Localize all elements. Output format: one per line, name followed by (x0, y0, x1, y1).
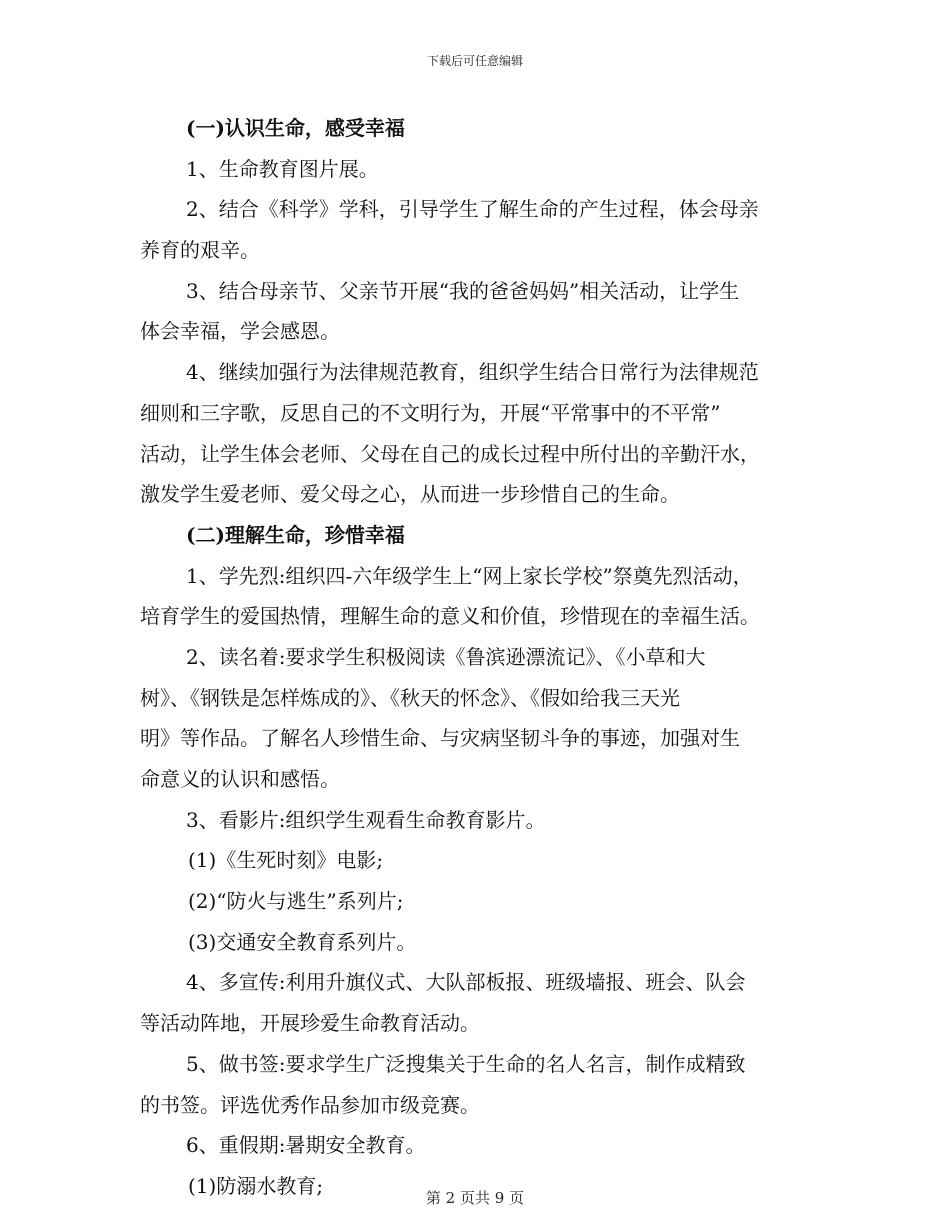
paragraph-line: 养育的艰辛。 (140, 238, 260, 263)
paragraph-line: 树》、《钢铁是怎样炼成的》、《秋天的怀念》、《假如给我三天光 (140, 685, 680, 710)
paragraph-line: 活动，让学生体会老师、父母在自己的成长过程中所付出的辛勤汗水， (140, 441, 760, 466)
paragraph-line: 5、做书签:要求学生广泛搜集关于生命的名人名言，制作成精致 (186, 1051, 746, 1076)
list-item: (1)防溺水教育; (188, 1173, 324, 1198)
paragraph-line: 2、读名着:要求学生积极阅读《鲁滨逊漂流记》、《小草和大 (186, 644, 706, 669)
paragraph-line: 6、重假期:暑期安全教育。 (186, 1133, 426, 1158)
page-header: 下载后可任意编辑 (426, 54, 523, 68)
paragraph-line: 1、学先烈:组织四-六年级学生上“网上家长学校”祭奠先烈活动， (186, 563, 753, 588)
section-heading-1: (一)认识生命，感受幸福 (186, 116, 405, 140)
section-heading-2: (二)理解生命，珍惜幸福 (186, 522, 405, 547)
paragraph-line: 明》等作品。了解名人珍惜生命、与灾病坚韧斗争的事迹，加强对生 (140, 726, 740, 751)
page-footer: 第 2 页共 9 页 (425, 1189, 525, 1207)
list-item: (3)交通安全教育系列片。 (188, 929, 417, 954)
paragraph-line: 等活动阵地，开展珍爱生命教育活动。 (140, 1011, 480, 1036)
document-body (140, 108, 820, 1207)
paragraph-line: 2、结合《科学》学科，引导学生了解生命的产生过程，体会母亲 (186, 197, 759, 222)
paragraph-line: 3、结合母亲节、父亲节开展“我的爸爸妈妈”相关活动，让学生 (186, 278, 740, 303)
paragraph-line: 体会幸福，学会感恩。 (140, 319, 340, 344)
list-item: (2)“防火与逃生”系列片; (188, 889, 404, 914)
paragraph-line: 1、生命教育图片展。 (186, 156, 379, 181)
paragraph-line: 培育学生的爱国热情，理解生命的意义和价值，珍惜现在的幸福生活。 (140, 604, 760, 629)
paragraph-line: 4、多宣传:利用升旗仪式、大队部板报、班级墙报、班会、队会 (186, 970, 746, 995)
paragraph-line: 4、继续加强行为法律规范教育，组织学生结合日常行为法律规范 (186, 360, 759, 385)
list-item: (1)《生死时刻》电影; (188, 848, 384, 873)
paragraph-line: 细则和三字歌，反思自己的不文明行为，开展“平常事中的不平常” (140, 400, 721, 425)
paragraph-line: 的书签。评选优秀作品参加市级竞赛。 (140, 1092, 480, 1117)
paragraph-line: 命意义的认识和感悟。 (140, 767, 340, 791)
paragraph-line: 3、看影片:组织学生观看生命教育影片。 (186, 807, 546, 832)
paragraph-line: 激发学生爱老师、爱父母之心，从而进一步珍惜自己的生命。 (140, 482, 680, 507)
